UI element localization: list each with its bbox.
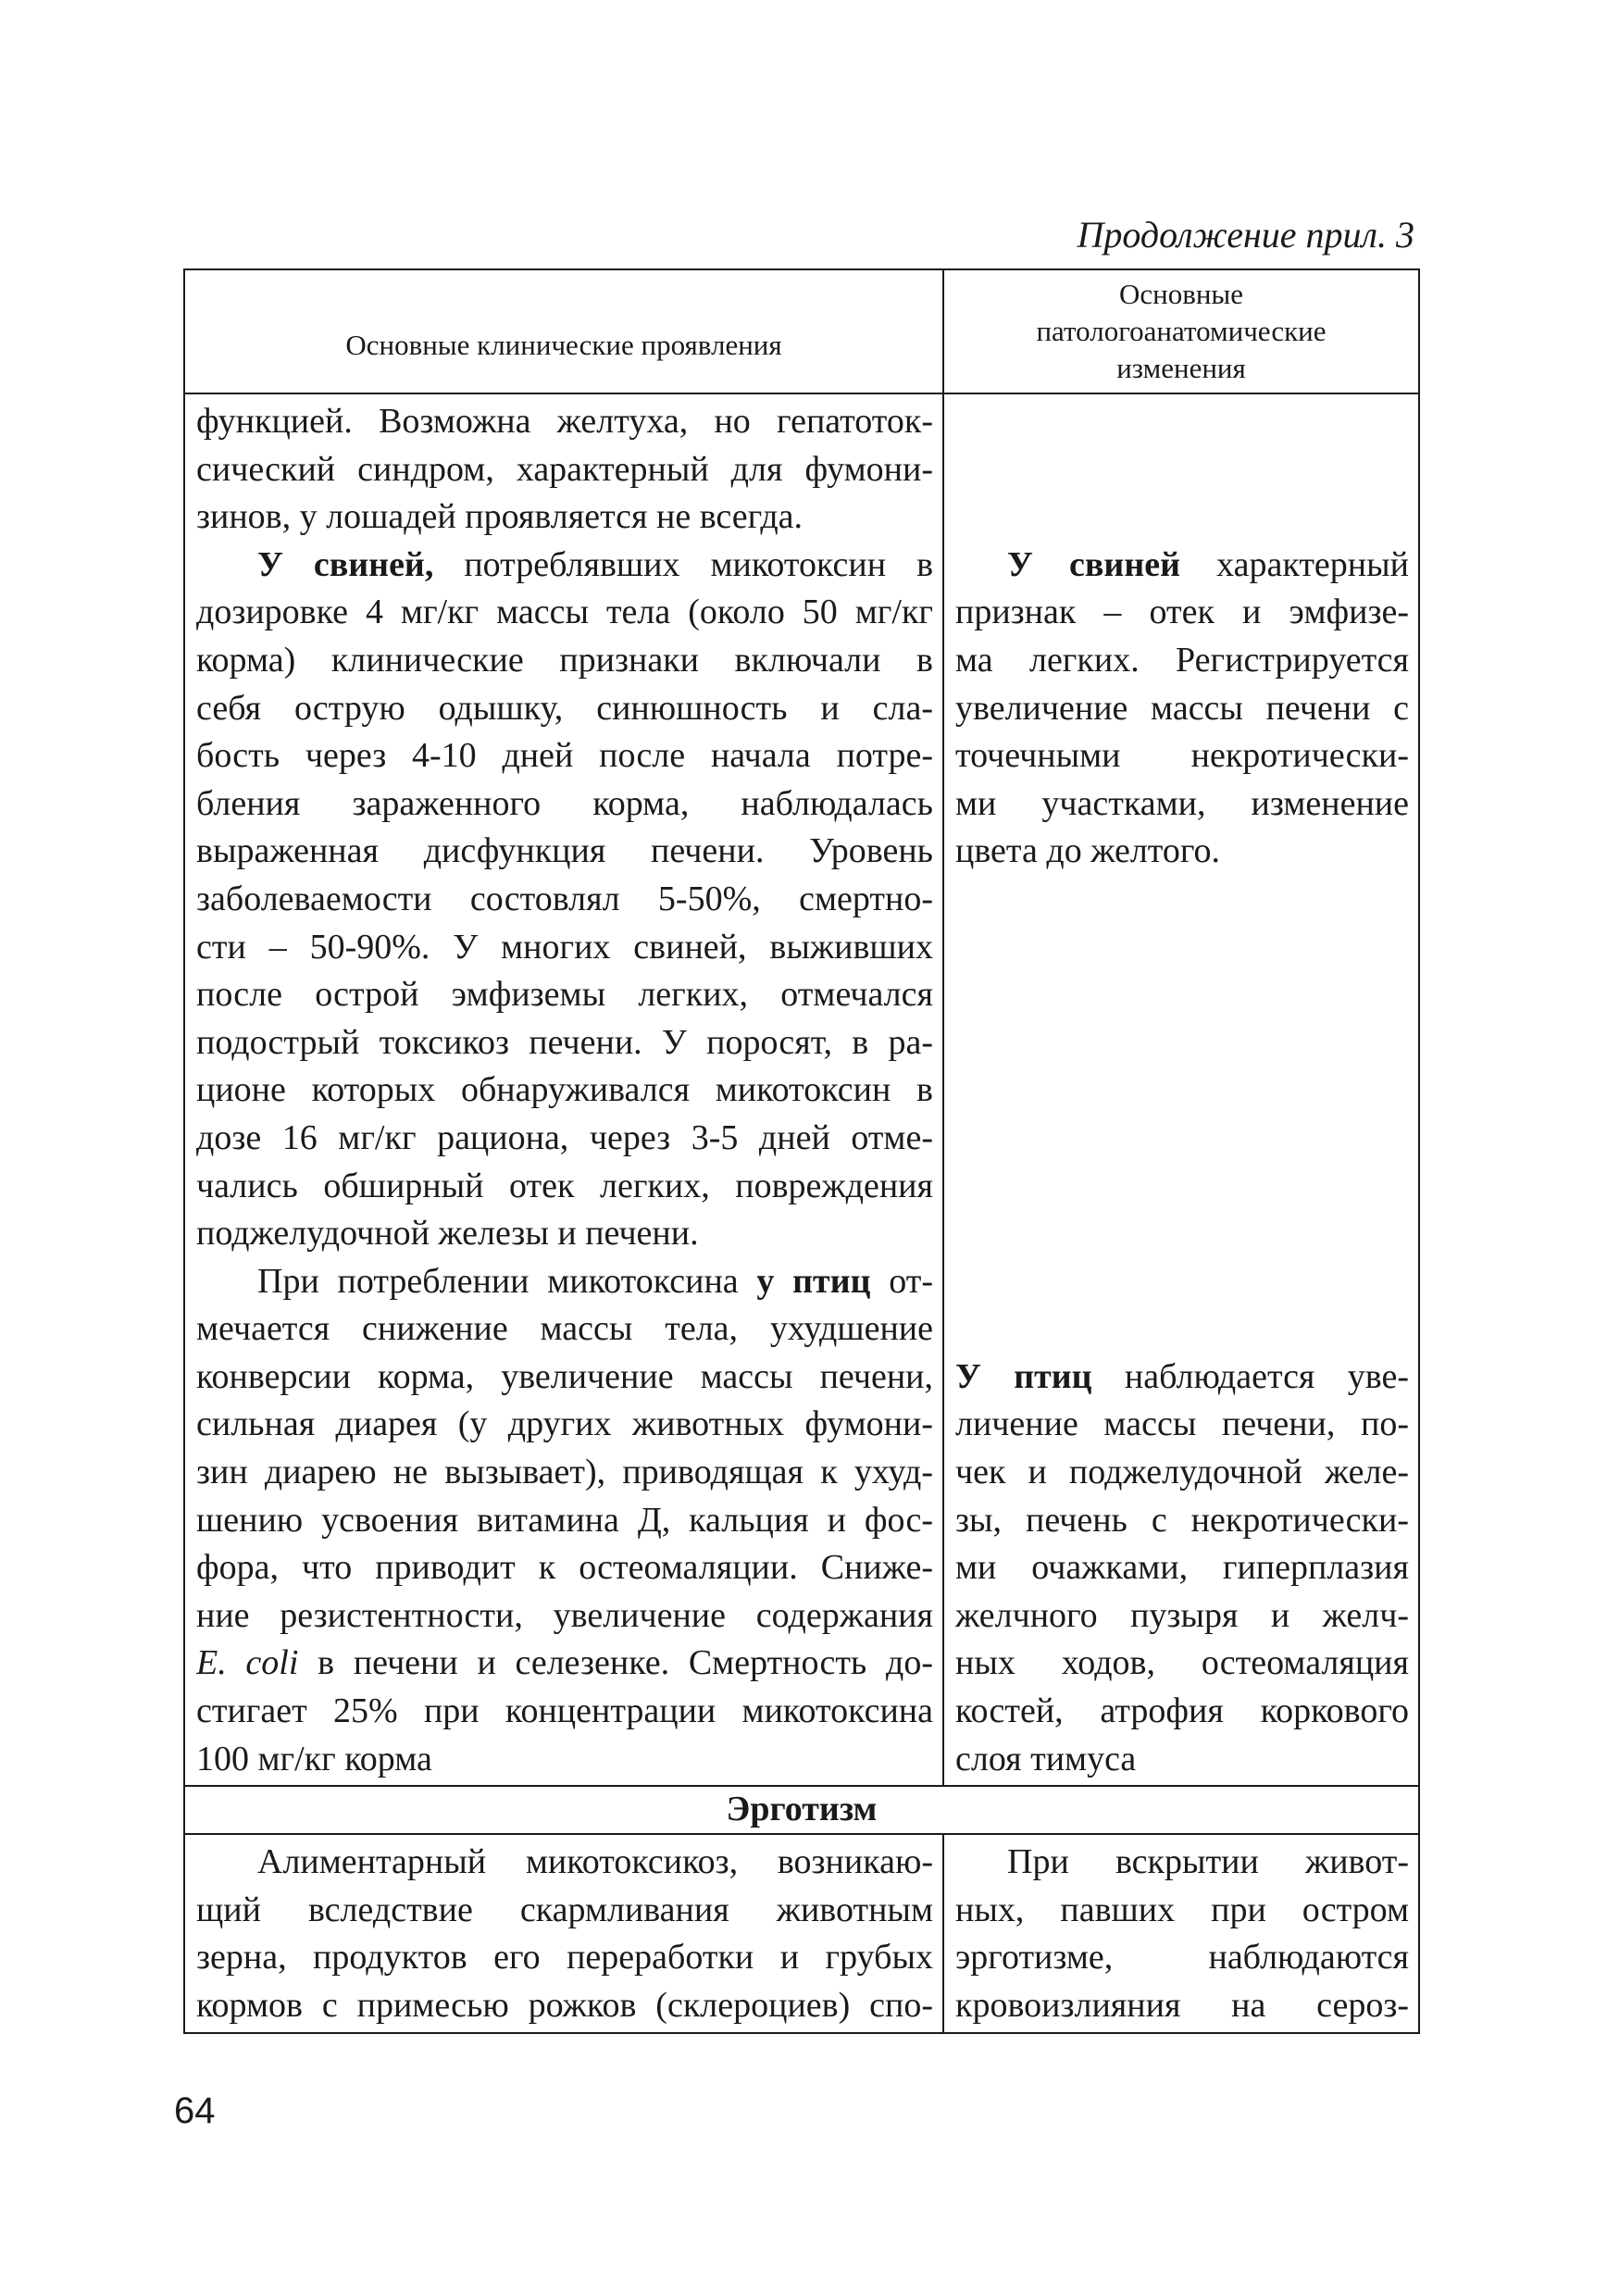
page-number: 64 — [174, 2090, 216, 2131]
text-line: точечными некротически- — [955, 736, 1409, 776]
text-line: выраженная дисфункция печени. Уровень — [196, 831, 933, 871]
text-line: ционе которых обнаруживался микотоксин в — [196, 1070, 933, 1110]
text-line: после острой эмфиземы легких, отмечался — [196, 975, 933, 1015]
text-line — [196, 1640, 933, 1688]
table-header-row — [184, 269, 1419, 393]
spacer — [955, 1163, 1409, 1211]
continuation-label: Продолжение прил. 3 — [1077, 214, 1414, 256]
text-line: подострый токсикоз печени. У поросят, в ра- — [196, 1022, 933, 1062]
text-line: сильная диарея (у других животных фумони- — [196, 1404, 933, 1444]
spacer — [955, 398, 1409, 446]
text-line: дозировке 4 мг/кг массы тела (около 50 мг/кг — [196, 593, 933, 632]
table-row-fumonisin — [184, 393, 1419, 1786]
text-line: шению усвоения витамина Д, кальция и фос- — [196, 1500, 933, 1540]
pigs-rest: характерный — [1179, 544, 1409, 584]
text-line: функцией. Возможна желтуха, но гепатоток- — [196, 402, 933, 441]
ecoli-rest: в печени и селезенке. Смертность до- — [298, 1643, 933, 1683]
spacer — [955, 493, 1409, 542]
text-line: фора, что приводит к остеомаляции. Сниже- — [196, 1548, 933, 1588]
text-line: корма) клинические признаки включали в — [196, 640, 933, 680]
text-line: поджелудочной железы и печени. — [196, 1214, 699, 1254]
spacer — [955, 1019, 1409, 1067]
clinical-cell — [184, 1834, 943, 2032]
birds-rest: от- — [870, 1261, 933, 1301]
spacer — [955, 1305, 1409, 1354]
spacer — [955, 924, 1409, 972]
text-line: признак – отек и эмфизе- — [955, 593, 1409, 632]
pathology-cell — [943, 1834, 1419, 2032]
text-line: кормов с примесью рожков (склероциев) спо- — [196, 1986, 933, 2025]
text-line: ние резистентности, увеличение содержания — [196, 1595, 933, 1635]
text-line: чались обширный отек легких, повреждения — [196, 1166, 933, 1205]
text-line: желчного пузыря и желч- — [955, 1595, 1409, 1635]
text-line: ма легких. Регистрируется — [955, 640, 1409, 680]
spacer — [955, 1067, 1409, 1115]
text-line: Алиментарный микотоксикоз, возникаю- — [257, 1842, 933, 1882]
text-line: эрготизме, наблюдаются — [955, 1938, 1409, 1978]
birds-bold: у птиц — [756, 1261, 871, 1301]
pigs-bold: У свиней, — [257, 544, 434, 584]
birds-pre: При потреблении микотоксина — [257, 1261, 757, 1301]
header-pathology — [943, 269, 1419, 393]
text-line — [955, 542, 1409, 590]
text-line: При вскрытии живот- — [1007, 1842, 1409, 1882]
text-line: себя острую одышку, синюшность и сла- — [196, 688, 933, 728]
text-line: бость через 4-10 дней после начала потре- — [196, 736, 933, 776]
text-line: слоя тимуса — [955, 1739, 1137, 1778]
data-table — [183, 268, 1420, 2034]
birds-bold: У птиц — [955, 1356, 1092, 1396]
header-pathology-line: Основные — [1118, 278, 1244, 310]
text-line: бления зараженного корма, наблюдалась — [196, 783, 933, 823]
spacer — [955, 1115, 1409, 1163]
text-line: сти – 50-90%. У многих свиней, выживших — [196, 927, 933, 967]
text-line: заболеваемости состовлял 5-50%, смертно- — [196, 879, 933, 918]
text-line — [196, 542, 933, 590]
text-line: ми очажками, гиперплазия — [955, 1548, 1409, 1588]
pigs-rest: потреблявших микотоксин в — [433, 544, 933, 584]
text-line: зы, печень с некротически- — [955, 1500, 1409, 1540]
text-line: зин диарею не вызывает), приводящая к ухуд- — [196, 1453, 933, 1492]
clinical-cell — [184, 393, 943, 1786]
text-line: ных, павших при остром — [955, 1890, 1409, 1929]
ecoli-italic: E. coli — [196, 1643, 299, 1683]
text-line: стигает 25% при концентрации микотоксина — [196, 1691, 933, 1731]
table-row-ergotism — [184, 1834, 1419, 2032]
spacer — [955, 446, 1409, 494]
text-line: конверсии корма, увеличение массы печени, — [196, 1356, 933, 1396]
text-line: ми участками, изменение — [955, 783, 1409, 823]
text-line: зерна, продуктов его переработки и грубых — [196, 1938, 933, 1978]
table-section-row — [184, 1786, 1419, 1834]
header-clinical-label: Основные клинические проявления — [345, 329, 782, 361]
text-line: увеличение массы печени с — [955, 688, 1409, 728]
pigs-bold: У свиней — [1007, 544, 1180, 584]
pathology-cell — [943, 393, 1419, 1786]
header-pathology-line: патологоанатомические — [1036, 315, 1327, 347]
text-line — [955, 1354, 1409, 1402]
spacer — [955, 1258, 1409, 1306]
section-title: Эрготизм — [184, 1786, 1419, 1834]
text-line: дозе 16 мг/кг рациона, через 3-5 дней отме- — [196, 1117, 933, 1157]
spacer — [955, 971, 1409, 1019]
text-line — [196, 1258, 933, 1306]
text-line: 100 мг/кг корма — [196, 1739, 432, 1778]
text-line: мечается снижение массы тела, ухудшение — [196, 1309, 933, 1349]
text-line: щий вследствие скармливания животным — [196, 1890, 933, 1929]
text-line: чек и поджелудочной желе- — [955, 1453, 1409, 1492]
text-line: личение массы печени, по- — [955, 1404, 1409, 1444]
header-clinical — [184, 269, 943, 393]
text-line: зинов, у лошадей проявляется не всегда. — [196, 497, 804, 537]
birds-rest: наблюдается уве- — [1091, 1356, 1409, 1396]
text-line: костей, атрофия коркового — [955, 1691, 1409, 1731]
text-line: кровоизлияния на сероз- — [955, 1986, 1409, 2025]
text-line: сический синдром, характерный для фумони- — [196, 449, 933, 489]
header-pathology-line: изменения — [1116, 352, 1246, 384]
text-line: цвета до желтого. — [955, 831, 1221, 871]
text-line: ных ходов, остеомаляция — [955, 1643, 1409, 1683]
spacer — [955, 876, 1409, 924]
spacer — [955, 1210, 1409, 1258]
